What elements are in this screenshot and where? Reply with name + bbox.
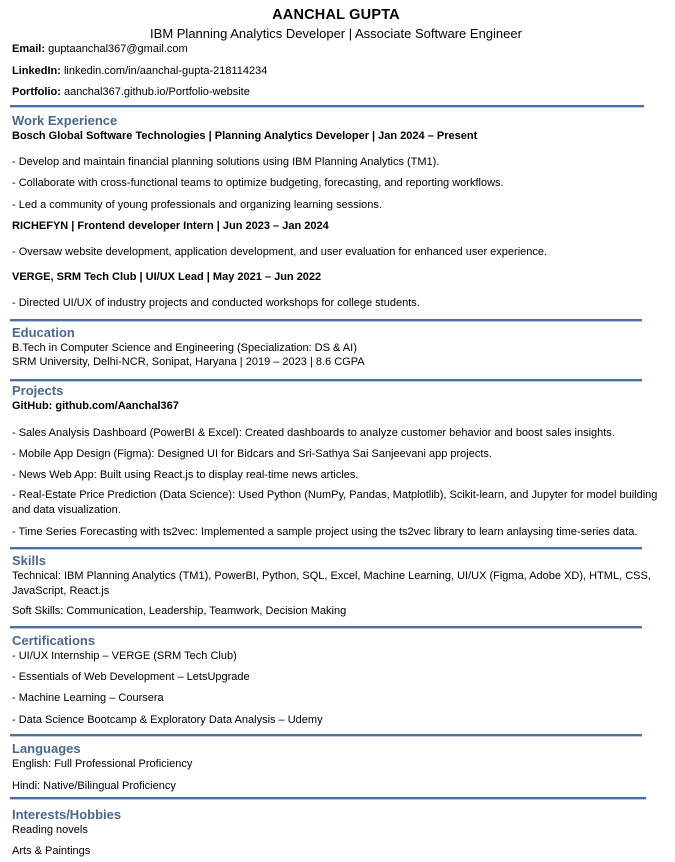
- job-title: VERGE, SRM Tech Club | UI/UX Lead | May 2021 – Jun 2022: [12, 271, 322, 283]
- education-heading: Education: [12, 325, 75, 340]
- certification-item: - Machine Learning – Coursera: [12, 692, 164, 704]
- projects-github[interactable]: GitHub: github.com/Aanchal367: [12, 400, 179, 412]
- interest-item: Reading novels: [12, 824, 88, 836]
- project-item: - Mobile App Design (Figma): Designed UI for Bidcars and Sri-Sathya Sai Sanjeevani app projects.: [12, 448, 492, 460]
- contact-email: [12, 43, 188, 55]
- project-item: - Sales Analysis Dashboard (PowerBI & Excel): Created dashboards to analyze customer behavior and boost sales insights.: [12, 427, 615, 439]
- section-divider: [10, 626, 642, 628]
- section-divider: [10, 547, 642, 549]
- section-divider: [10, 105, 644, 107]
- job-bullet: - Oversaw website development, application development, and user evaluation for enhanced user experience.: [12, 246, 548, 258]
- job-title: RICHEFYN | Frontend developer Intern | Jun 2023 – Jan 2024: [12, 220, 329, 232]
- education-degree: B.Tech in Computer Science and Engineering (Specialization: DS & AI): [12, 342, 357, 354]
- job-bullet: - Directed UI/UX of industry projects and conducted workshops for college students.: [12, 297, 420, 309]
- resume-name: AANCHAL GUPTA: [272, 7, 400, 23]
- portfolio-value[interactable]: aanchal367.github.io/Portfolio-website: [63, 86, 250, 98]
- projects-heading: Projects: [12, 383, 64, 398]
- section-divider: [10, 734, 642, 736]
- certification-item: - Essentials of Web Development – LetsUpgrade: [12, 671, 250, 683]
- section-divider: [10, 797, 646, 799]
- project-item: - News Web App: Built using React.js to display real-time news articles.: [12, 469, 359, 481]
- resume-title: IBM Planning Analytics Developer | Associate Software Engineer: [150, 26, 522, 41]
- contact-portfolio: [12, 86, 250, 98]
- email-value[interactable]: guptaanchal367@gmail.com: [48, 43, 188, 55]
- email-label: Email:: [12, 43, 46, 55]
- certification-item: - Data Science Bootcamp & Exploratory Data Analysis – Udemy: [12, 714, 323, 726]
- job-title: Bosch Global Software Technologies | Planning Analytics Developer | Jan 2024 – Present: [12, 130, 478, 142]
- languages-heading: Languages: [12, 741, 81, 756]
- project-item: - Time Series Forecasting with ts2vec: Implemented a sample project using the ts2vec library to learn anlaysing time-series data.: [12, 526, 638, 538]
- language-item: Hindi: Native/Bilingual Proficiency: [12, 780, 176, 792]
- skills-heading: Skills: [12, 553, 46, 568]
- language-item: English: Full Professional Proficiency: [12, 758, 193, 770]
- skills-soft: Soft Skills: Communication, Leadership, Teamwork, Decision Making: [12, 605, 347, 617]
- linkedin-value[interactable]: linkedin.com/in/aanchal-gupta-218114234: [63, 65, 268, 77]
- education-school: SRM University, Delhi-NCR, Sonipat, Haryana | 2019 – 2023 | 8.6 CGPA: [12, 356, 365, 368]
- contact-linkedin: [12, 65, 267, 77]
- work-heading: Work Experience: [12, 113, 118, 128]
- interests-heading: Interests/Hobbies: [12, 807, 122, 822]
- portfolio-label: Portfolio:: [12, 86, 61, 98]
- project-item: - Real-Estate Price Prediction (Data Science): Used Python (NumPy, Pandas, Matplotlib), Scikit-learn, and Jupyter for model building and data visualization.: [12, 489, 658, 516]
- interest-item: Arts & Paintings: [12, 845, 91, 857]
- section-divider: [10, 319, 642, 321]
- skills-technical: Technical: IBM Planning Analytics (TM1), PowerBI, Python, SQL, Excel, Machine Learning, UI/UX (Figma, Adobe XD), HTML, CSS, JavaScript, React.js: [12, 570, 651, 597]
- certifications-heading: Certifications: [12, 633, 96, 648]
- section-divider: [10, 379, 642, 381]
- job-bullet: - Collaborate with cross-functional teams to optimize budgeting, forecasting, and reporting workflows.: [12, 177, 504, 189]
- job-bullet: - Led a community of young professionals and organizing learning sessions.: [12, 199, 382, 211]
- linkedin-label: LinkedIn:: [12, 65, 61, 77]
- job-bullet: - Develop and maintain financial planning solutions using IBM Planning Analytics (TM1).: [12, 156, 440, 168]
- certification-item: - UI/UX Internship – VERGE (SRM Tech Club): [12, 650, 237, 662]
